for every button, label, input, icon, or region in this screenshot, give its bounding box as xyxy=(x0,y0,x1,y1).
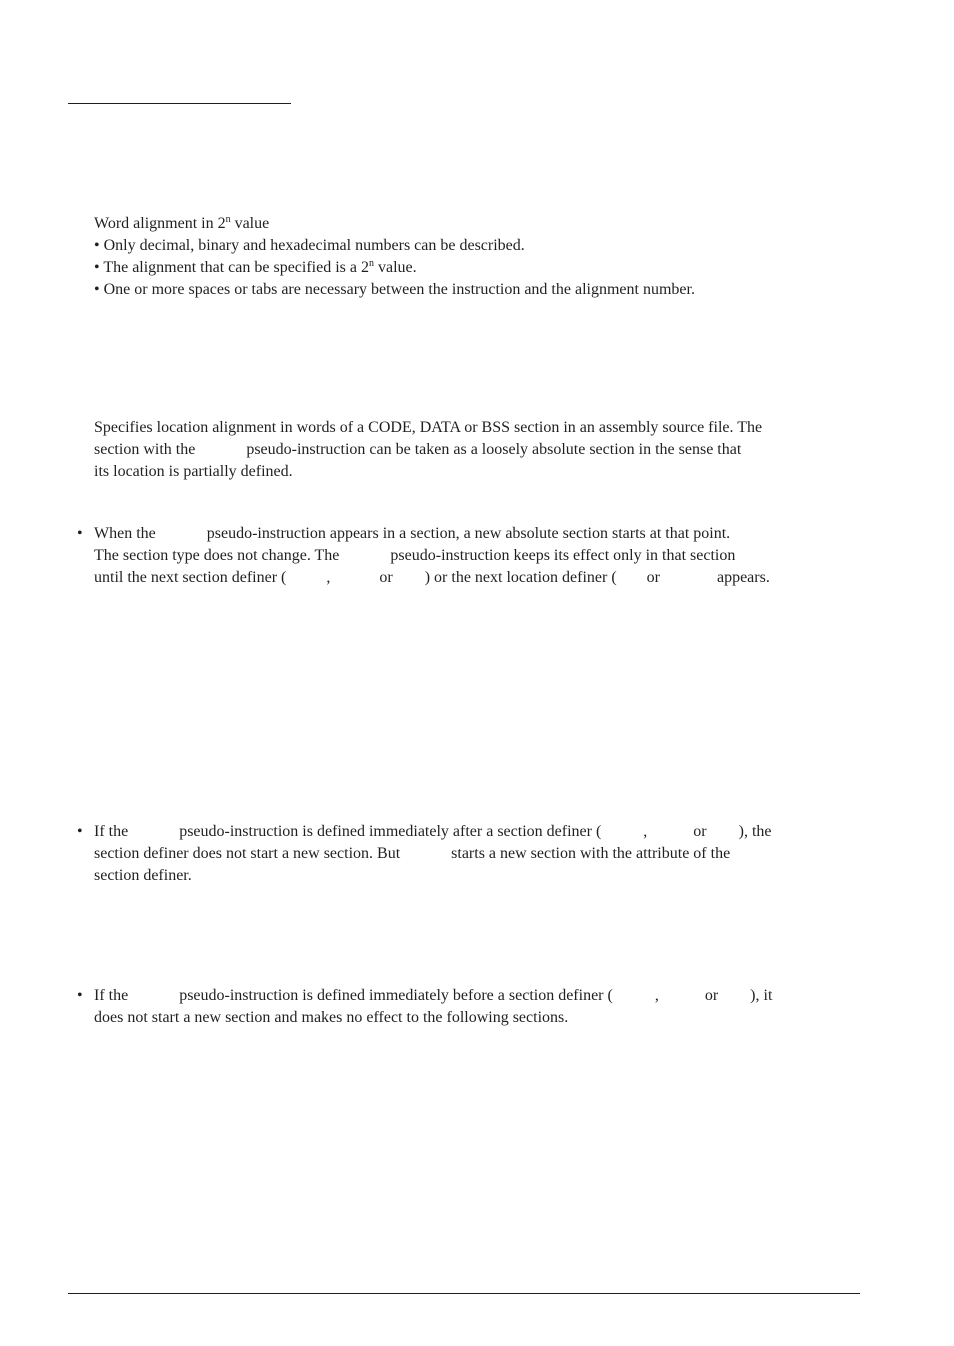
note-2-line-1 xyxy=(94,821,771,843)
note-3-line-1b: pseudo-instruction is defined immediately before a section definer ( xyxy=(179,987,613,1004)
note-2-line-2 xyxy=(94,843,730,865)
note-1-line-3c: or xyxy=(379,569,393,586)
note-3-line-1e: ), it xyxy=(750,987,773,1004)
note-2-line-1e: ), the xyxy=(738,823,772,840)
note-2-line-2a: section definer does not start a new section. But xyxy=(94,845,401,862)
alignment-bullet-2-text: • The alignment that can be specified is a 2 xyxy=(94,259,369,276)
alignment-bullet-2-tail: value. xyxy=(374,259,417,276)
description-line-2a: section with the xyxy=(94,441,196,458)
alignment-bullet-3: • One or more spaces or tabs are necessary between the instruction and the alignment number. xyxy=(94,281,695,298)
note-2-line-3: section definer. xyxy=(94,867,192,884)
alignment-title-text: Word alignment in 2 xyxy=(94,215,226,232)
note-1-line-3e: or xyxy=(646,569,660,586)
note-1-line-2a: The section type does not change. The xyxy=(94,547,340,564)
description-line-1: Specifies location alignment in words of a CODE, DATA or BSS section in an assembly source file. The xyxy=(94,419,763,436)
description-line-3: its location is partially defined. xyxy=(94,463,293,480)
alignment-bullet-2 xyxy=(94,257,417,279)
note-1-line-1b: pseudo-instruction appears in a section, a new absolute section starts at that point. xyxy=(206,525,731,542)
note-1-line-3b: , xyxy=(326,569,331,586)
note-1-line-1 xyxy=(94,523,730,545)
note-2-line-1a: If the xyxy=(94,823,129,840)
alignment-title-tail: value xyxy=(230,215,270,232)
note-2-bullet: • xyxy=(77,823,83,840)
note-1-line-3d: ) or the next location definer ( xyxy=(424,569,617,586)
note-3-line-1 xyxy=(94,985,772,1007)
note-1-line-3 xyxy=(94,567,770,589)
alignment-bullet-1: • Only decimal, binary and hexadecimal numbers can be described. xyxy=(94,237,525,254)
note-1-line-3a: until the next section definer ( xyxy=(94,569,287,586)
alignment-exponent: n xyxy=(225,214,231,225)
header-rule xyxy=(68,103,291,104)
note-3-bullet: • xyxy=(77,987,83,1004)
note-3-line-2: does not start a new section and makes no effect to the following sections. xyxy=(94,1009,569,1026)
alignment-title xyxy=(94,213,269,235)
note-3-line-1c: , xyxy=(654,987,659,1004)
note-1-line-3f: appears. xyxy=(716,569,770,586)
footer-rule xyxy=(68,1293,860,1294)
note-2-line-1c: , xyxy=(643,823,648,840)
note-1-line-1a: When the xyxy=(94,525,156,542)
note-2-line-2b: starts a new section with the attribute of the xyxy=(451,845,731,862)
description-line-2 xyxy=(94,439,741,461)
note-3-line-1a: If the xyxy=(94,987,129,1004)
note-2-line-1b: pseudo-instruction is defined immediately after a section definer ( xyxy=(179,823,602,840)
note-1-line-2b: pseudo-instruction keeps its effect only in that section xyxy=(390,547,736,564)
note-3-line-1d: or xyxy=(704,987,719,1004)
note-2-line-1d: or xyxy=(693,823,707,840)
alignment-exponent-2: n xyxy=(369,258,374,269)
note-1-line-2 xyxy=(94,545,735,567)
note-1-bullet: • xyxy=(77,525,83,542)
description-line-2b: pseudo-instruction can be taken as a loosely absolute section in the sense that xyxy=(246,441,742,458)
